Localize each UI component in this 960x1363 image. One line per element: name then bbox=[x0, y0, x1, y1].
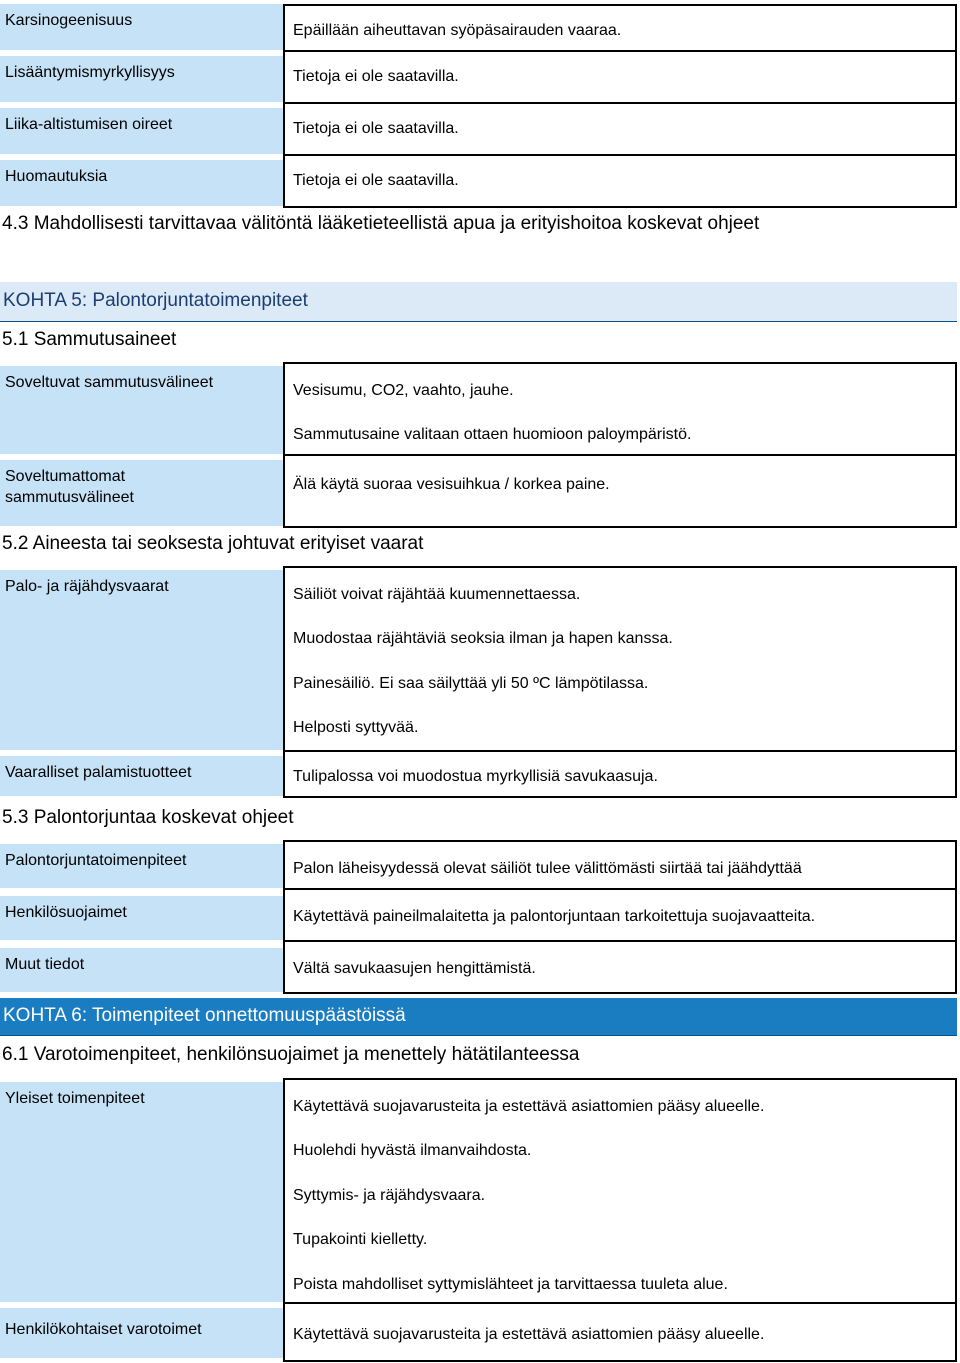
column-divider bbox=[283, 4, 285, 208]
value-muut-tiedot bbox=[284, 942, 957, 994]
column-divider bbox=[283, 566, 285, 798]
label-text: Liika-altistumisen oireet bbox=[5, 116, 173, 133]
heading-5-1: 5.1 Sammutusaineet bbox=[2, 329, 177, 350]
row-label-lisaantymismyrkyllisyys bbox=[0, 56, 283, 102]
label-henkilokohtaiset-varotoimet bbox=[0, 1308, 283, 1358]
row-label-liika-altistumisen-oireet bbox=[0, 108, 283, 154]
label-muut-tiedot bbox=[0, 948, 283, 992]
section-6-title: KOHTA 6: Toimenpiteet onnettomuuspäästöissä bbox=[3, 1005, 406, 1026]
value-text: Vältä savukaasujen hengittämistä. bbox=[293, 960, 536, 977]
value-text: Älä käytä suoraa vesisuihkua / korkea paine. bbox=[293, 476, 610, 493]
value-line: Poista mahdolliset syttymislähteet ja tarvittaessa tuuleta alue. bbox=[293, 1276, 728, 1293]
label-text: Palontorjuntatoimenpiteet bbox=[5, 852, 187, 869]
value-line: Helposti syttyvää. bbox=[293, 719, 419, 736]
value-text: Tietoja ei ole saatavilla. bbox=[293, 120, 459, 137]
value-text: Tietoja ei ole saatavilla. bbox=[293, 68, 459, 85]
label-palo-rajahdysvaarat bbox=[0, 570, 283, 750]
label-text: Henkilökohtaiset varotoimet bbox=[5, 1321, 202, 1338]
column-divider bbox=[283, 362, 285, 528]
value-line: Tupakointi kielletty. bbox=[293, 1231, 428, 1248]
value-henkilokohtaiset-varotoimet bbox=[284, 1304, 957, 1362]
value-soveltuvat bbox=[284, 362, 957, 456]
section-5-banner bbox=[0, 282, 957, 322]
label-yleiset-toimenpiteet bbox=[0, 1082, 283, 1302]
value-henkilosuojaimet bbox=[284, 890, 957, 942]
label-text: Vaaralliset palamistuotteet bbox=[5, 764, 192, 781]
label-text: Muut tiedot bbox=[5, 956, 85, 973]
label-text: Soveltumattomat sammutusvälineet bbox=[5, 468, 134, 506]
label-text: Yleiset toimenpiteet bbox=[5, 1090, 145, 1107]
label-text: Karsinogeenisuus bbox=[5, 12, 133, 29]
value-line: Sammutusaine valitaan ottaen huomioon paloympäristö. bbox=[293, 426, 692, 443]
value-text: Käytettävä suojavarusteita ja estettävä asiattomien pääsy alueelle. bbox=[293, 1326, 765, 1343]
row-value-huomautuksia bbox=[284, 156, 957, 208]
row-label-huomautuksia bbox=[0, 160, 283, 206]
value-text: Tulipalossa voi muodostua myrkyllisiä savukaasuja. bbox=[293, 768, 658, 785]
value-line: Vesisumu, CO2, vaahto, jauhe. bbox=[293, 382, 514, 399]
value-line: Muodostaa räjähtäviä seoksia ilman ja hapen kanssa. bbox=[293, 630, 673, 647]
column-divider bbox=[283, 1078, 285, 1362]
heading-6-1: 6.1 Varotoimenpiteet, henkilönsuojaimet ja menettely hätätilanteessa bbox=[2, 1044, 580, 1065]
label-text: Lisääntymismyrkyllisyys bbox=[5, 64, 175, 81]
value-text: Käytettävä paineilmalaitetta ja palontorjuntaan tarkoitettuja suojavaatteita. bbox=[293, 908, 816, 925]
value-line: Syttymis- ja räjähdysvaara. bbox=[293, 1187, 486, 1204]
label-text: Palo- ja räjähdysvaarat bbox=[5, 578, 169, 595]
label-vaaralliset-palamistuotteet bbox=[0, 756, 283, 796]
value-soveltumattomat bbox=[284, 456, 957, 528]
column-divider bbox=[283, 840, 285, 994]
row-value-liika-altistumisen-oireet bbox=[284, 104, 957, 156]
row-value-lisaantymismyrkyllisyys bbox=[284, 52, 957, 104]
value-palontorjuntatoimenpiteet bbox=[284, 840, 957, 890]
label-henkilosuojaimet bbox=[0, 896, 283, 940]
row-label-karsinogeenisuus bbox=[0, 4, 283, 50]
label-soveltuvat bbox=[0, 366, 283, 454]
value-text: Epäillään aiheuttavan syöpäsairauden vaaraa. bbox=[293, 22, 622, 39]
row-value-karsinogeenisuus bbox=[284, 4, 957, 52]
value-line: Säiliöt voivat räjähtää kuumennettaessa. bbox=[293, 586, 581, 603]
label-palontorjuntatoimenpiteet bbox=[0, 844, 283, 888]
value-line: Käytettävä suojavarusteita ja estettävä asiattomien pääsy alueelle. bbox=[293, 1098, 765, 1115]
value-palo-rajahdysvaarat bbox=[284, 566, 957, 752]
label-text: Henkilösuojaimet bbox=[5, 904, 127, 921]
value-line: Huolehdi hyvästä ilmanvaihdosta. bbox=[293, 1142, 532, 1159]
value-text: Palon läheisyydessä olevat säiliöt tulee välittömästi siirtää tai jäähdyttää bbox=[293, 860, 802, 877]
section-6-banner bbox=[0, 998, 957, 1036]
label-soveltumattomat bbox=[0, 460, 283, 526]
label-text: Huomautuksia bbox=[5, 168, 108, 185]
value-line: Painesäiliö. Ei saa säilyttää yli 50 ºC lämpötilassa. bbox=[293, 675, 649, 692]
heading-4-3: 4.3 Mahdollisesti tarvittavaa välitöntä lääketieteellistä apua ja erityishoitoa koskevat ohjeet bbox=[2, 213, 760, 234]
label-text: Soveltuvat sammutusvälineet bbox=[5, 374, 214, 391]
value-text: Tietoja ei ole saatavilla. bbox=[293, 172, 459, 189]
heading-5-3: 5.3 Palontorjuntaa koskevat ohjeet bbox=[2, 807, 294, 828]
value-yleiset-toimenpiteet bbox=[284, 1078, 957, 1304]
section-5-title: KOHTA 5: Palontorjuntatoimenpiteet bbox=[3, 290, 308, 311]
heading-5-2: 5.2 Aineesta tai seoksesta johtuvat erityiset vaarat bbox=[2, 533, 424, 554]
value-vaaralliset-palamistuotteet bbox=[284, 752, 957, 798]
